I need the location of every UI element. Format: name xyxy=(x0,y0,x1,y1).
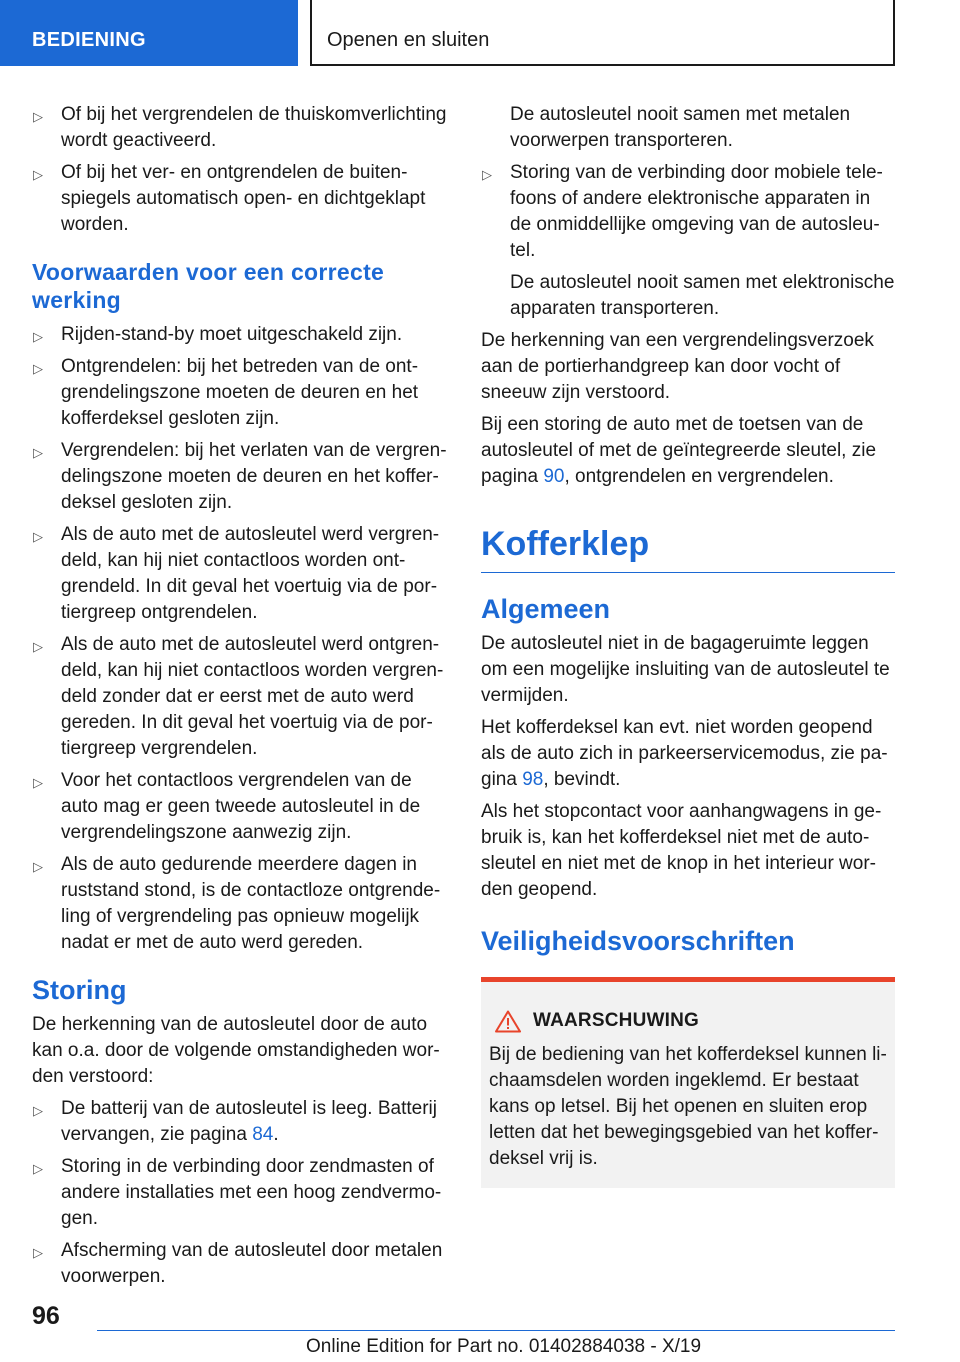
list-item-continued: De autosleutel nooit samen met metalen voorwerpen transporteren. xyxy=(510,104,851,151)
bullet-list-top xyxy=(32,102,448,238)
list-item: ▷ Als de auto met de autosleutel werd vergrendeld, kan hij niet contactloos worden ontgrendeld. In dit geval het voertuig via de portiergreep ontgrendelen. xyxy=(33,524,440,623)
footer-divider xyxy=(97,1330,895,1331)
warning-box xyxy=(481,977,895,1188)
warning-text: Bij de bediening van het kofferdeksel kunnen lichaamsdelen worden ingeklemd. Er bestaat kans op letsel. Bij het openen en sluiten erop letten dat het bewegingsgebied van het kofferdeksel vrij is. xyxy=(489,1044,887,1169)
warning-label: WAARSCHUWING xyxy=(533,1010,699,1031)
algemeen-heading: Algemeen xyxy=(481,594,611,624)
page-header xyxy=(0,0,960,66)
page-number: 96 xyxy=(32,1302,60,1330)
section-tab-label: BEDIENING xyxy=(32,29,146,51)
list-item: ▷ Voor het contactloos vergrendelen van de auto mag er geen tweede autosleutel in de vergrendelingszone aanwezig zijn. xyxy=(33,770,421,843)
triangle-bullet-icon: ▷ xyxy=(33,167,43,182)
triangle-bullet-icon: ▷ xyxy=(33,1245,43,1260)
triangle-bullet-icon: ▷ xyxy=(33,529,43,544)
conditions-heading: Voorwaarden voor een correcte werking xyxy=(32,259,385,313)
list-item: ▷ Vergrendelen: bij het verlaten van de vergrendelingszone moeten de deuren en het kofferdeksel gesloten zijn. xyxy=(33,440,447,513)
page-link-90[interactable]: 90 xyxy=(543,466,565,487)
storing-list-continued xyxy=(481,102,895,322)
section-tab[interactable] xyxy=(0,0,298,66)
storing-list xyxy=(32,1096,448,1290)
list-item: ▷ Of bij het ver- en ontgrendelen de buitenspiegels automatisch open- en dichtgeklapt worden. xyxy=(33,162,426,235)
paragraph: De autosleutel niet in de bagageruimte leggen om een mogelijke insluiting van de autosleutel te vermijden. xyxy=(481,633,890,706)
triangle-bullet-icon: ▷ xyxy=(33,639,43,654)
storing-heading: Storing xyxy=(32,975,127,1005)
list-item: ▷ De batterij van de autosleutel is leeg. Batterij vervangen, zie pagina 84. xyxy=(33,1098,437,1145)
chapter-tab[interactable] xyxy=(310,0,895,66)
triangle-bullet-icon: ▷ xyxy=(482,167,492,182)
footer-edition: Online Edition for Part no. 01402884038 - X/19 xyxy=(306,1336,702,1357)
conditions-list xyxy=(32,322,448,956)
triangle-bullet-icon: ▷ xyxy=(33,361,43,376)
chapter-tab-label: Openen en sluiten xyxy=(327,29,490,51)
list-item: ▷ Storing van de verbinding door mobiele telefoons of andere elektronische apparaten in de onmiddellijke omgeving van de autosleutel. De autosleutel nooit samen met elektronische apparaten transporteren. xyxy=(481,160,895,322)
list-item: ▷ Rijden-stand-by moet uitgeschakeld zijn. xyxy=(32,322,448,348)
paragraph: Als het stopcontact voor aanhangwagens in gebruik is, kan het kofferdeksel niet met de autosleutel en niet met de knop in het interieur worden geopend. xyxy=(481,801,882,900)
triangle-bullet-icon: ▷ xyxy=(33,1161,43,1176)
page-link-98[interactable]: 98 xyxy=(522,769,544,790)
chapter-title: Kofferklep xyxy=(481,524,895,573)
triangle-bullet-icon: ▷ xyxy=(33,1103,43,1118)
triangle-bullet-icon: ▷ xyxy=(33,109,43,124)
paragraph: De herkenning van een vergrendelingsverzoek aan de portierhandgreep kan door vocht of sneeuw zijn verstoord. xyxy=(481,330,874,403)
warning-triangle-icon xyxy=(495,1010,521,1033)
list-item: ▷ Afscherming van de autosleutel door metalen voorwerpen. xyxy=(33,1240,443,1287)
triangle-bullet-icon: ▷ xyxy=(33,329,43,344)
list-item: ▷ Als de auto met de autosleutel werd ontgrendeld, kan hij niet contactloos worden vergrendeld zonder dat er eerst met de auto werd gereden. In dit geval het voertuig via de portiergreep vergrendelen. xyxy=(33,634,444,759)
warning-header xyxy=(489,1008,887,1034)
paragraph: Bij een storing de auto met de toetsen van de autosleutel of met de geïntegreerde sleutel, zie pagina 90, ontgrendelen en vergrendelen. xyxy=(481,414,877,487)
storing-intro: De herkenning van de autosleutel door de auto kan o.a. door de volgende omstandigheden worden verstoord: xyxy=(32,1014,440,1087)
paragraph: Het kofferdeksel kan evt. niet worden geopend als de auto zich in parkeerservicemodus, zie pagina 98, bevindt. xyxy=(481,717,888,790)
list-item-note: De autosleutel nooit samen met elektronische apparaten transporteren. xyxy=(510,272,895,319)
triangle-bullet-icon: ▷ xyxy=(33,775,43,790)
list-item: ▷ Storing in de verbinding door zendmasten of andere installaties met een hoog zendvermogen. xyxy=(33,1156,442,1229)
list-item: ▷ Ontgrendelen: bij het betreden van de ontgrendelingszone moeten de deuren en het kofferdeksel gesloten zijn. xyxy=(33,356,419,429)
triangle-bullet-icon: ▷ xyxy=(33,445,43,460)
list-item: ▷ Of bij het vergrendelen de thuiskomverlichting wordt geactiveerd. xyxy=(33,104,447,151)
right-column xyxy=(481,102,895,1188)
triangle-bullet-icon: ▷ xyxy=(33,859,43,874)
left-column xyxy=(32,102,448,1296)
list-item: ▷ Als de auto gedurende meerdere dagen in ruststand stond, is de contactloze ontgrendeling of vergrendeling pas opnieuw mogelijk nadat er met de auto werd gereden. xyxy=(33,854,441,953)
page-link-84[interactable]: 84 xyxy=(252,1124,274,1145)
safety-heading: Veiligheidsvoorschriften xyxy=(481,926,795,956)
